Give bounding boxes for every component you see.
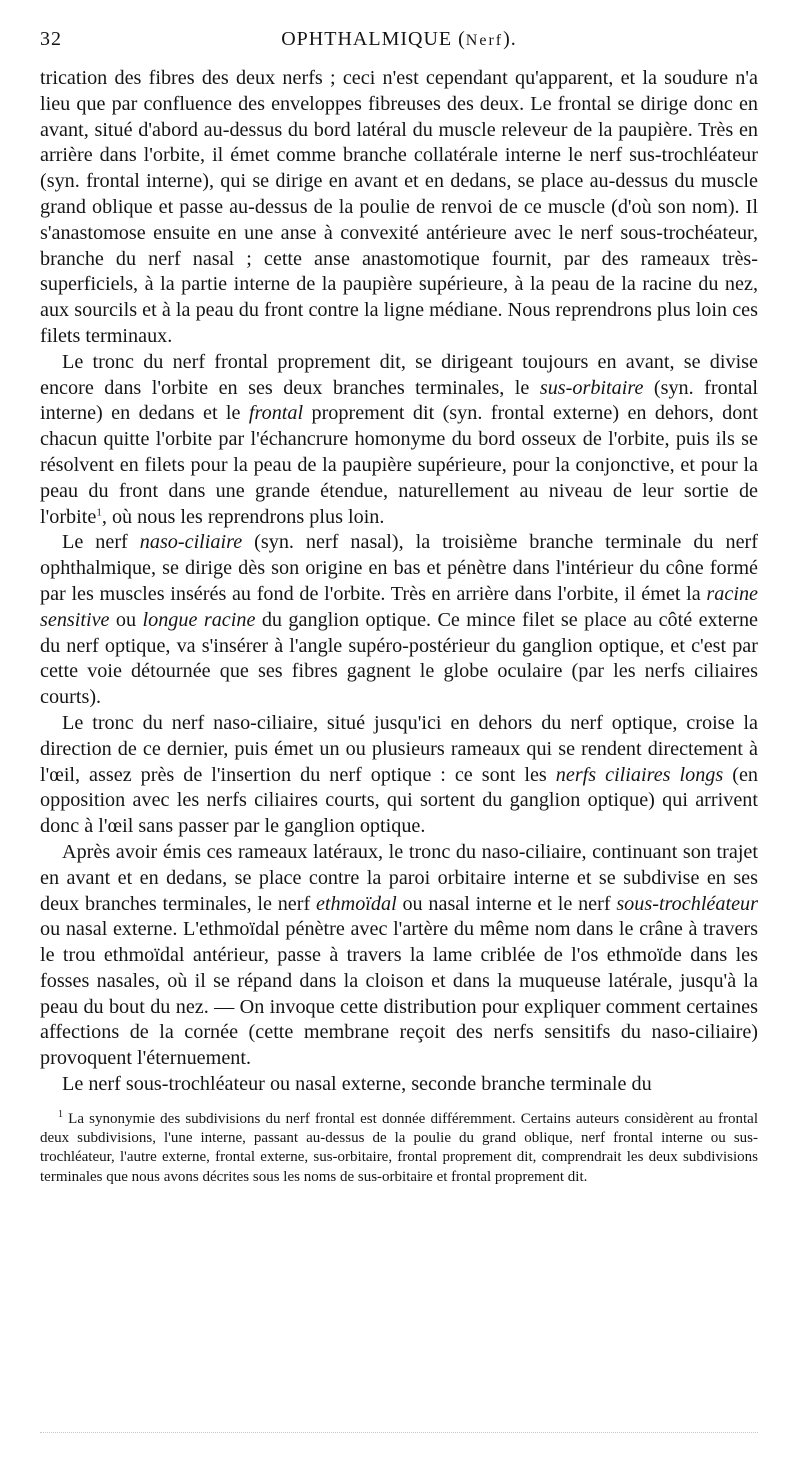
paragraph-text: Le nerf (62, 531, 140, 554)
italic-term: racine sensitive (40, 582, 758, 631)
paragraph-5 (40, 840, 758, 1072)
paragraph-text: , où nous les reprendrons plus loin. (101, 505, 385, 528)
running-title-main: OPHTHALMIQUE ( (281, 28, 466, 50)
italic-term: frontal (248, 402, 304, 425)
running-title-end: ). (503, 28, 517, 50)
paragraph-text: ou (109, 608, 143, 631)
footnote-paragraph (40, 1110, 758, 1187)
italic-term: nerfs ciliaires longs (555, 763, 724, 786)
footnote (40, 1110, 758, 1187)
paragraph-text: (en opposition avec les nerfs ciliaires courts, qui sortent du ganglion optique) qui arrivent donc à l'œil sans passer par le ganglion optique. (40, 763, 758, 838)
italic-term: sous-trochléateur (616, 892, 758, 915)
italic-term: longue racine (142, 608, 256, 631)
running-title (40, 28, 758, 51)
paragraph-text: proprement dit (syn. frontal externe) en dehors, dont chacun quitte l'orbite par l'échancrure homonyme du bord osseux de l'orbite, puis ils se résolvent en filets pour la peau de la paupière supérieure, pour la conjonctive, et pour la peau du front dans une grande étendue, naturellement au niveau de leur sortie de l'orbite (40, 402, 758, 528)
running-header (40, 28, 758, 58)
paragraph-2 (40, 350, 758, 531)
paragraph-text: (syn. nerf nasal), la troisième branche terminale du nerf ophthalmique, se dirige dès son origine en bas et pénètre dans l'intérieur du cône formé par les muscles insérés au fond de l'orbite. Très en arrière dans l'orbite, il émet la (40, 531, 758, 605)
paragraph-3 (40, 530, 758, 711)
page-number: 32 (40, 28, 62, 50)
paragraph-text: Après avoir émis ces rameaux latéraux, le tronc du naso-ciliaire, continuant son trajet en avant et en dedans, se place contre la paroi orbitaire interne et se subdivise en ses deux branches terminales, le nerf (40, 840, 758, 915)
footnote-mark: 1 (58, 1108, 63, 1120)
paragraph-text: trication des fibres des deux nerfs ; ceci n'est cependant qu'apparent, et la soudure n'a lieu que par confluence des enveloppes fibreuses des deux. Le frontal se dirige donc en avant, situé d'abord au-dessus du bord latéral du muscle releveur de la paupière. Très en arrière dans l'orbite, il émet comme branche collatérale interne le nerf sus-trochléateur (syn. frontal interne), qui se dirige en avant et en dedans, se place au-dessus du muscle grand oblique et passe au-dessus de la poulie de renvoi de ce muscle (d'où son nom). Il s'anastomose ensuite en une anse à convexité antérieure avec le nerf sous-trochéateur, branche du nerf nasal ; cette anse anastomotique fournit, par des rameaux très-superficiels, à la partie interne de la paupière supérieure, à la peau de la racine du nez, aux sourcils et à la peau du front contre la ligne médiane. Nous reprendrons plus loin ces filets terminaux. (40, 67, 758, 347)
paragraph-text: Le nerf sous-trochléateur ou nasal externe, seconde branche terminale du (62, 1073, 652, 1096)
paragraph-text: du ganglion optique. Ce mince filet se place au côté externe du nerf optique, va s'insérer à l'angle supéro-postérieur du ganglion optique, et c'est par cette voie détournée que ses fibres gagnent le globe oculaire (par les nerfs ciliaires courts). (40, 608, 759, 709)
page (40, 28, 758, 1187)
paragraph-text: ou nasal interne et le nerf (396, 892, 617, 915)
italic-term: naso-ciliaire (139, 531, 243, 554)
paragraph-6 (40, 1072, 758, 1098)
footnote-text: La synonymie des subdivisions du nerf frontal est donnée différemment. Certains auteurs considèrent au frontal deux subdivisions, l'une interne, passant au-dessus de la poulie du grand oblique, nerf frontal interne ou sus-trochléateur, l'autre externe, frontal externe, sus-orbitaire, frontal proprement dit, comprendrait les deux subdivisions terminales que nous avons décrites sous les noms de sus-orbitaire et frontal proprement dit. (40, 1110, 758, 1185)
paragraph-text: Le tronc du nerf frontal proprement dit, se dirigeant toujours en avant, se divise encore dans l'orbite en ses deux branches terminales, le (40, 350, 758, 399)
footnote-reference: 1 (96, 505, 102, 518)
italic-term: ethmoïdal (315, 892, 397, 915)
paragraph-4 (40, 711, 758, 840)
bottom-margin-artifact (40, 1432, 758, 1434)
body-text (40, 66, 758, 1098)
paragraph-text: (syn. frontal interne) en dedans et le (40, 376, 758, 425)
paragraph-text: ou nasal externe. L'ethmoïdal pénètre avec l'artère du même nom dans le crâne à travers le trou ethmoïdal antérieur, passe à travers la lame criblée de l'os ethmoïde dans les fosses nasales, où il se répand dans la cloison et dans la muqueuse latérale, jusqu'à la peau du bout du nez. — On invoque cette distribution pour expliquer comment certaines affections de la cornée (cette membrane reçoit des nerfs sensitifs du naso-ciliaire) provoquent l'éternuement. (40, 918, 758, 1070)
paragraph-1 (40, 66, 758, 350)
running-title-small-caps: Nerf (465, 32, 504, 49)
paragraph-text: Le tronc du nerf naso-ciliaire, situé jusqu'ici en dehors du nerf optique, croise la direction de ce dernier, puis émet un ou plusieurs rameaux qui se rendent directement à l'œil, assez près de l'insertion du nerf optique : ce sont les (40, 711, 758, 786)
italic-term: sus-orbitaire (539, 376, 644, 399)
